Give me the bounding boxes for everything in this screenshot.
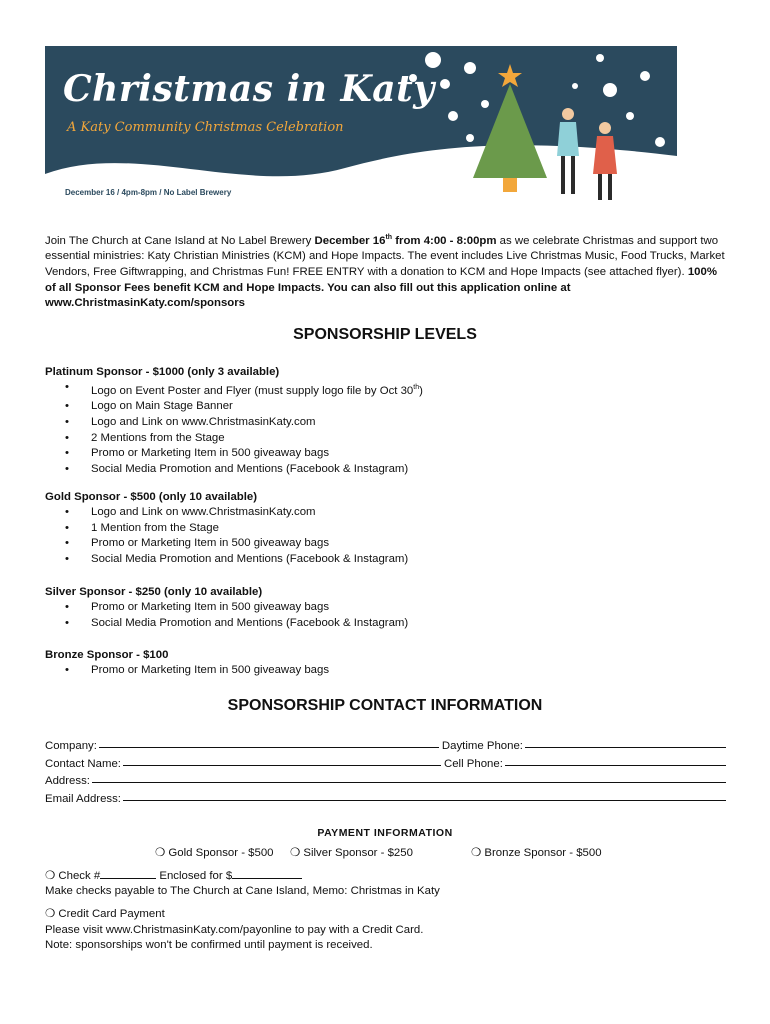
silver-option[interactable] [290,845,413,859]
intro-paragraph [45,230,729,312]
form-row [45,738,729,756]
cell-phone-label: Cell Phone: [443,757,503,770]
banner-date-line: December 16 / 4pm-8pm / No Label Brewery [65,188,232,197]
contact-name-label: Contact Name: [45,757,121,770]
radio-icon[interactable]: ❍ [45,870,56,882]
gold-option[interactable] [155,845,274,859]
form-row [45,791,729,809]
intro-text-1: Join The Church at Cane Island at No Label Brewery [45,234,315,247]
gold-option-label: Gold Sponsor - $500 [168,847,274,859]
intro-time: from 4:00 - 8:00pm [392,234,497,247]
list-item: • Social Media Promotion and Mentions (Facebook & Instagram) [45,462,725,478]
email-label: Email Address: [45,792,121,805]
confirmation-note: Note: sponsorships won't be confirmed until payment is received. [45,939,373,951]
sponsorship-levels-heading: SPONSORSHIP LEVELS [293,326,477,343]
enclosed-label: Enclosed for $ [159,870,233,882]
banner-title: Christmas in Katy [63,68,435,110]
radio-icon: ❍ [45,908,56,920]
list-item: • Logo on Main Stage Banner [45,399,725,415]
bronze-option[interactable] [471,845,602,859]
intro-date: December 16 [314,234,386,247]
daytime-phone-field[interactable] [525,738,726,748]
contact-heading: SPONSORSHIP CONTACT INFORMATION [227,697,543,714]
address-label: Address: [45,775,90,788]
cell-phone-field[interactable] [505,756,726,766]
silver-option-label: Silver Sponsor - $250 [303,847,413,859]
intro-sponsor-note: 100% of all Sponsor Fees benefit KCM and Hope Impacts. You can also fill out this application online at www.ChristmasinKaty.com/sponsors [45,265,717,310]
payonline-note: Please visit www.ChristmasinKaty.com/payonline to pay with a Credit Card. [45,924,424,936]
credit-card-label: Credit Card Payment [58,908,165,920]
address-field[interactable] [92,773,726,783]
list-item: • Logo and Link on www.ChristmasinKaty.com [45,505,725,521]
platinum-level [45,364,725,477]
list-item: • Social Media Promotion and Mentions (Facebook & Instagram) [45,616,725,632]
intro-date-suffix: th [385,234,393,241]
form-row [45,773,729,791]
radio-icon: ❍ [471,847,482,859]
list-item: • Promo or Marketing Item in 500 giveaway bags [45,663,725,679]
payment-heading: PAYMENT INFORMATION [317,827,453,839]
gold-level [45,489,725,567]
list-item: • Social Media Promotion and Mentions (Facebook & Instagram) [45,552,725,568]
form-row [45,756,729,774]
banner-subtitle: A Katy Community Christmas Celebration [67,120,344,135]
radio-icon: ❍ [290,847,301,859]
intro-text-2: as we celebrate Christmas and support two essential ministries: Katy Christian Ministries (KCM) and Hope Impacts. The event includes Live Christmas Music, Food Trucks, Market Vendors, Free Giftwrapping, and Christmas Fun! FREE ENTRY with a donation to KCM and Hope Impacts (see attached flyer). [45,234,725,278]
check-line [45,868,302,885]
company-field[interactable] [99,738,439,748]
list-item: • 2 Mentions from the Stage [45,431,725,447]
check-label: Check # [58,870,101,882]
bronze-level [45,647,725,679]
silver-title: Silver Sponsor - $250 (only 10 available) [45,586,263,598]
platinum-title: Platinum Sponsor - $1000 (only 3 available) [45,366,280,378]
list-item: • Logo on Event Poster and Flyer (must supply logo file by Oct 30th) [45,380,725,399]
credit-card-option[interactable] [45,907,165,923]
enclosed-amount-field[interactable] [232,868,302,879]
bronze-title: Bronze Sponsor - $100 [45,649,169,661]
contact-form [45,738,729,808]
radio-icon: ❍ [155,847,166,859]
email-field[interactable] [123,791,726,801]
company-label: Company: [45,740,97,752]
list-item: • Promo or Marketing Item in 500 giveaway bags [45,536,725,552]
list-item: • 1 Mention from the Stage [45,521,725,537]
bronze-option-label: Bronze Sponsor - $500 [484,847,602,859]
check-number-field[interactable] [100,868,156,879]
list-item: • Promo or Marketing Item in 500 giveaway bags [45,600,725,616]
event-banner [45,46,677,210]
list-item: • Promo or Marketing Item in 500 giveaway bags [45,446,725,462]
gold-title: Gold Sponsor - $500 (only 10 available) [45,491,258,503]
silver-level [45,584,725,631]
daytime-phone-label: Daytime Phone: [441,740,523,752]
contact-name-field[interactable] [123,756,441,766]
payable-note: Make checks payable to The Church at Cane Island, Memo: Christmas in Katy [45,885,440,897]
list-item: • Logo and Link on www.ChristmasinKaty.com [45,415,725,431]
